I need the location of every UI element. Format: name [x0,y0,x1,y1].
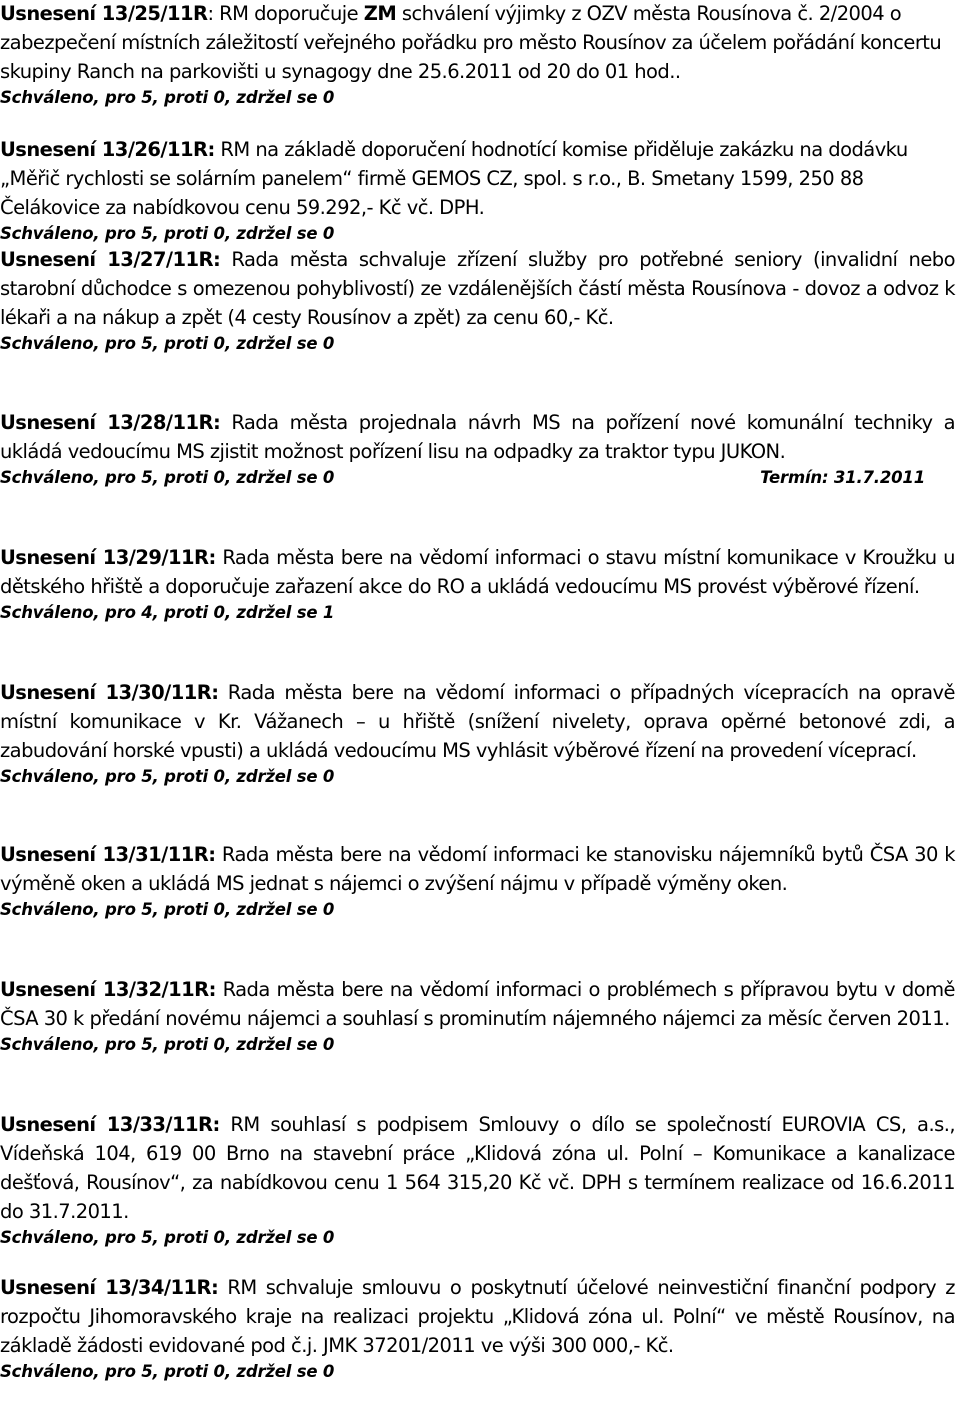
resolution-text [0,135,930,222]
approval-line [0,765,925,789]
resolution-13-27 [0,245,955,356]
approval-vote: Schváleno, pro 5, proti 0, zdržel se 0 [0,1228,335,1247]
approval-line [0,222,925,246]
approval-vote: Schváleno, pro 5, proti 0, zdržel se 0 [0,767,335,786]
approval-line [0,601,925,625]
resolution-heading: Usnesení 13/34/11R: [0,1276,219,1299]
resolution-body: Rada města bere na vědomí informaci o stavu místní komunikace v Kroužku u dětského hřiště a doporučuje zařazení akce do RO a ukládá vedoucímu MS provést výběrové řízení. [0,546,955,598]
resolution-heading: Usnesení 13/30/11R: [0,681,219,704]
approval-line [0,1033,925,1057]
resolution-text [0,0,950,86]
resolution-heading: Usnesení 13/33/11R: [0,1113,220,1136]
resolution-body: Rada města bere na vědomí informaci ke stanovisku nájemníků bytů ČSA 30 k výměně oken a ukládá MS jednat s nájemci o zvýšení nájmu v případě výměny oken. [0,843,955,895]
resolution-body: RM na základě doporučení hodnotící komise přiděluje zakázku na dodávku „Měřič rychlosti se solárním panelem“ firmě GEMOS CZ, spol. s r.o., B. Smetany 1599, 250 88 Čelákovice za nabídkovou cenu 59.292,- Kč vč. DPH. [0,138,908,219]
approval-vote: Schváleno, pro 5, proti 0, zdržel se 0 [0,334,335,353]
approval-line [0,332,925,356]
resolution-text [0,1110,955,1226]
resolution-13-31 [0,840,955,922]
resolution-heading: Usnesení 13/25/11R [0,2,208,25]
resolution-body: Rada města projednala návrh MS na pořízení nové komunální techniky a ukládá vedoucímu MS zjistit možnost pořízení lisu na odpadky za traktor typu JUKON. [0,411,955,463]
approval-vote: Schváleno, pro 5, proti 0, zdržel se 0 [0,1035,335,1054]
approval-vote: Schváleno, pro 4, proti 0, zdržel se 1 [0,603,335,622]
resolution-13-30 [0,678,955,789]
resolution-text [0,1273,955,1360]
resolution-text [0,975,955,1033]
approval-vote: Schváleno, pro 5, proti 0, zdržel se 0 [0,88,335,107]
resolution-body: Rada města bere na vědomí informaci o problémech s přípravou bytu v domě ČSA 30 k předání novému nájemci a souhlasí s prominutím nájemného nájemci za měsíc červen 2011. [0,978,955,1030]
resolution-heading: Usnesení 13/32/11R: [0,978,216,1001]
approval-vote: Schváleno, pro 5, proti 0, zdržel se 0 [0,1362,335,1381]
resolution-body: RM souhlasí s podpisem Smlouvy o dílo se společností EUROVIA CS, a.s., Vídeňská 104, 619 00 Brno na stavební práce „Klidová zóna ul. Polní – Komunikace a kanalizace dešťová, Rousínov“, za nabídkovou cenu 1 564 315,20 Kč vč. DPH s termínem realizace od 16.6.2011 do 31.7.2011. [0,1113,955,1223]
resolution-13-32 [0,975,955,1057]
resolution-body: RM schvaluje smlouvu o poskytnutí účelové neinvestiční finanční podpory z rozpočtu Jihomoravského kraje na realizaci projektu „Klidová zóna ul. Polní“ ve městě Rousínov, na základě žádosti evidované pod č.j. JMK 37201/2011 ve výši 300 000,- Kč. [0,1276,955,1357]
approval-vote: Schváleno, pro 5, proti 0, zdržel se 0 [0,224,335,243]
resolution-text [0,408,955,466]
resolution-13-29 [0,543,955,625]
deadline: Termín: 31.7.2011 [760,468,925,487]
approval-line [0,466,925,490]
resolution-text [0,543,955,601]
resolution-13-26 [0,135,930,246]
approval-vote: Schváleno, pro 5, proti 0, zdržel se 0 [0,468,335,487]
resolution-heading: Usnesení 13/27/11R: [0,248,221,271]
resolution-13-34 [0,1273,955,1384]
resolution-text [0,678,955,765]
resolution-heading: Usnesení 13/28/11R: [0,411,221,434]
resolution-body: Rada města schvaluje zřízení služby pro potřebné seniory (invalidní nebo starobní důchodce s omezenou pohyblivostí) ze vzdálenějších částí města Rousínova - dovoz a odvoz k lékaři a na nákup a zpět (4 cesty Rousínov a zpět) za cenu 60,- Kč. [0,248,955,329]
resolution-heading: Usnesení 13/31/11R: [0,843,216,866]
resolution-text [0,245,955,332]
approval-vote: Schváleno, pro 5, proti 0, zdržel se 0 [0,900,335,919]
resolution-13-25 [0,0,950,110]
approval-line [0,1226,925,1250]
resolution-heading: Usnesení 13/26/11R: [0,138,215,161]
resolution-heading: Usnesení 13/29/11R: [0,546,216,569]
resolution-text [0,840,955,898]
approval-line [0,1360,925,1384]
resolution-body: : RM doporučuje [207,2,364,25]
approval-line [0,898,925,922]
resolution-body-emphasis: ZM [363,2,397,25]
resolution-body: schválení výjimky z OZV města Rousínova č. 2/2004 o zabezpečení místních záležitostí veřejného pořádku pro město Rousínov za účelem pořádání koncertu skupiny Ranch na parkovišti u synagogy dne 25.6.2011 od 20 do 01 hod.. [0,2,942,83]
resolution-13-33 [0,1110,955,1250]
resolution-13-28 [0,408,955,490]
resolution-body: Rada města bere na vědomí informaci o případných vícepracích na opravě místní komunikace v Kr. Vážanech – u hřiště (snížení nivelety, oprava opěrné betonové zdi, a zabudování horské vpusti) a ukládá vedoucímu MS vyhlásit výběrové řízení na provedení víceprací. [0,681,955,762]
approval-line [0,86,925,110]
